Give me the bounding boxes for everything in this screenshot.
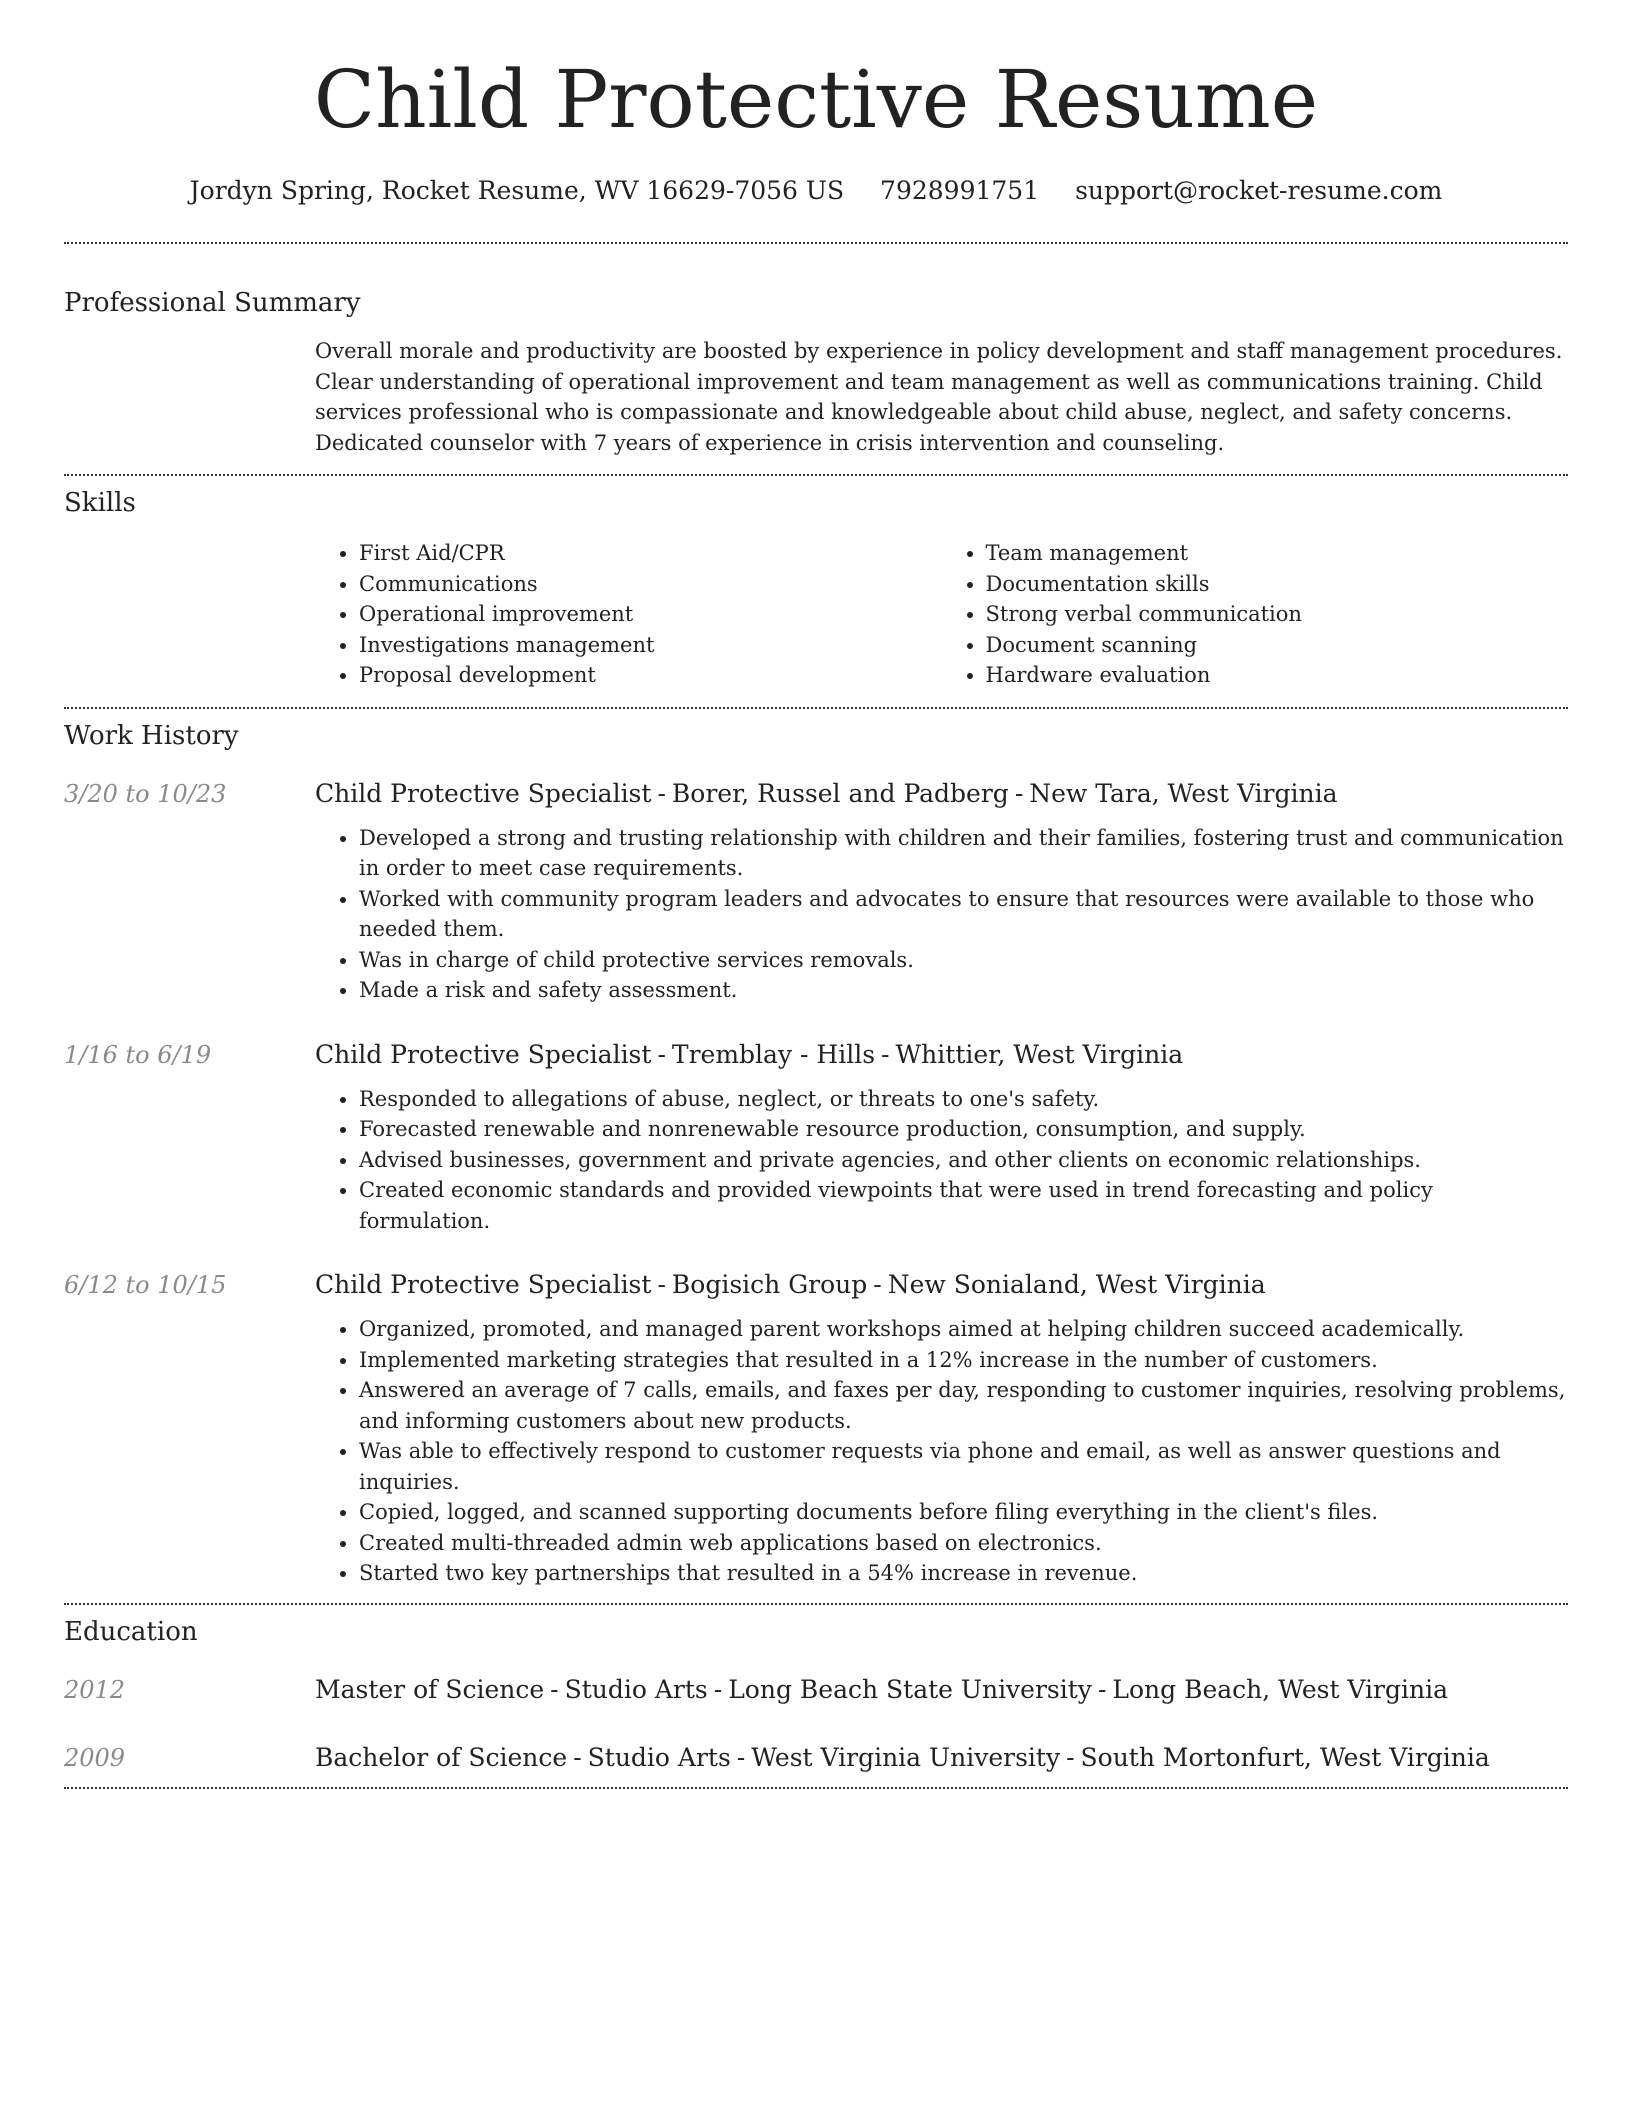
skill-item: • Team management: [986, 538, 1569, 569]
job-bullet: • Made a risk and safety assessment.: [359, 975, 1568, 1006]
section-title-skills: Skills: [64, 488, 136, 518]
job-title: Child Protective Specialist: [315, 1039, 652, 1069]
education-section: [64, 1615, 1568, 1775]
contact-line: [64, 174, 1568, 208]
separator: -: [1014, 778, 1024, 808]
education-degree: Master of Science: [315, 1674, 545, 1704]
resume-title: Child Protective Resume: [313, 53, 1319, 146]
job-company: Tremblay - Hills: [671, 1039, 876, 1069]
job-dates: 3/20 to 10/23: [64, 779, 227, 808]
section-divider: [64, 242, 1568, 244]
skill-item: • Document scanning: [986, 630, 1569, 661]
job-bullet: • Worked with community program leaders and advocates to ensure that resources were available to those who needed them.: [359, 884, 1568, 945]
job-entry: [64, 1268, 1568, 1589]
education-year: 2009: [64, 1743, 126, 1772]
job-heading: [315, 1038, 1568, 1072]
job-bullet: • Organized, promoted, and managed parent workshops aimed at helping children succeed academically.: [359, 1314, 1568, 1345]
job-body: [315, 1268, 1568, 1589]
job-entry: [64, 777, 1568, 1006]
skill-item: • Documentation skills: [986, 569, 1569, 600]
job-bullet: • Implemented marketing strategies that resulted in a 12% increase in the number of customers.: [359, 1345, 1568, 1376]
job-bullet: • Was in charge of child protective services removals.: [359, 945, 1568, 976]
education-year: 2012: [64, 1675, 126, 1704]
job-bullet: • Copied, logged, and scanned supporting documents before filing everything in the client's files.: [359, 1497, 1568, 1528]
job-bullet: • Created multi-threaded admin web applications based on electronics.: [359, 1528, 1568, 1559]
skill-item: • Proposal development: [359, 660, 942, 691]
education-heading: [315, 1741, 1490, 1775]
skill-item: • Strong verbal communication: [986, 599, 1569, 630]
education-degree: Bachelor of Science: [315, 1742, 568, 1772]
section-divider: [64, 707, 1568, 709]
education-location: South Mortonfurt, West Virginia: [1080, 1742, 1490, 1772]
skill-item: • Hardware evaluation: [986, 660, 1569, 691]
job-bullet: • Developed a strong and trusting relationship with children and their families, fostering trust and communication in order to meet case requirements.: [359, 823, 1568, 884]
job-bullet: • Answered an average of 7 calls, emails, and faxes per day, responding to customer inquiries, resolving problems, and informing customers about new products.: [359, 1375, 1568, 1436]
job-location: New Tara, West Virginia: [1029, 778, 1338, 808]
skills-list-right: [942, 538, 1569, 691]
section-divider: [64, 1787, 1568, 1789]
job-bullet: • Created economic standards and provided viewpoints that were used in trend forecasting and policy formulation.: [359, 1175, 1568, 1236]
job-bullets: [315, 1084, 1568, 1237]
contact-address: Jordyn Spring, Rocket Resume, WV 16629-7056 US: [189, 176, 845, 205]
job-bullet: • Forecasted renewable and nonrenewable resource production, consumption, and supply.: [359, 1114, 1568, 1145]
separator: -: [550, 1674, 559, 1704]
job-title: Child Protective Specialist: [315, 1270, 652, 1299]
job-body: [315, 777, 1568, 1006]
job-location: Whittier, West Virginia: [895, 1039, 1184, 1069]
education-school: Long Beach State University: [728, 1674, 1092, 1704]
skill-item: • Operational improvement: [359, 599, 942, 630]
resume-header: [64, 0, 1568, 208]
separator: -: [1097, 1674, 1107, 1704]
job-bullets: [315, 1314, 1568, 1589]
job-bullet: • Responded to allegations of abuse, neglect, or threats to one's safety.: [359, 1084, 1568, 1115]
separator: -: [1066, 1742, 1075, 1772]
separator: -: [736, 1742, 746, 1772]
section-title-work-history: Work History: [64, 720, 239, 751]
contact-email: support@rocket-resume.com: [1075, 176, 1443, 205]
section-title-education: Education: [64, 1616, 198, 1647]
summary-text: Overall morale and productivity are boosted by experience in policy development and staff management procedures. Clear understanding of operational improvement and team management as well as communications training. Child services professional who is compassionate and knowledgeable about child abuse, neglect, and safety concerns. Dedicated counselor with 7 years of experience in crisis intervention and counseling.: [315, 339, 1563, 455]
job-bullet: • Started two key partnerships that resulted in a 54% increase in revenue.: [359, 1558, 1568, 1589]
education-location: Long Beach, West Virginia: [1112, 1674, 1448, 1704]
job-title: Child Protective Specialist: [315, 778, 652, 808]
separator: -: [873, 1270, 882, 1299]
job-bullet: • Advised businesses, government and private agencies, and other clients on economic relationships.: [359, 1145, 1568, 1176]
education-heading: [315, 1673, 1448, 1707]
job-company: Bogisich Group: [671, 1270, 868, 1299]
contact-phone: 7928991751: [880, 176, 1040, 205]
section-divider: [64, 1603, 1568, 1605]
separator: -: [573, 1742, 582, 1772]
skills-section: [64, 486, 1568, 691]
section-divider: [64, 474, 1568, 476]
education-entry: [64, 1673, 1568, 1707]
skills-list-left: [315, 538, 942, 691]
job-dates: 6/12 to 10/15: [64, 1271, 227, 1299]
job-heading: [315, 777, 1568, 811]
education-entry: [64, 1741, 1568, 1775]
education-field: Studio Arts: [587, 1742, 731, 1772]
professional-summary-section: [64, 286, 1568, 458]
separator: -: [713, 1674, 723, 1704]
skill-item: • Investigations management: [359, 630, 942, 661]
job-body: [315, 1038, 1568, 1237]
section-title-summary: Professional Summary: [64, 288, 361, 318]
skill-item: • First Aid/CPR: [359, 538, 942, 569]
job-location: New Sonialand, West Virginia: [887, 1270, 1266, 1299]
skills-columns: [315, 538, 1568, 691]
job-company: Borer, Russel and Padberg: [671, 778, 1009, 808]
skill-item: • Communications: [359, 569, 942, 600]
separator: -: [657, 1039, 666, 1069]
separator: -: [657, 778, 666, 808]
education-school: West Virginia University: [751, 1742, 1061, 1772]
education-field: Studio Arts: [564, 1674, 708, 1704]
separator: -: [657, 1270, 666, 1299]
job-heading: [315, 1268, 1568, 1302]
work-history-section: [64, 719, 1568, 1589]
job-entry: [64, 1038, 1568, 1237]
job-dates: 1/16 to 6/19: [64, 1040, 212, 1069]
separator: -: [881, 1039, 890, 1069]
job-bullets: [315, 823, 1568, 1006]
job-bullet: • Was able to effectively respond to customer requests via phone and email, as well as answer questions and inquiries.: [359, 1436, 1568, 1497]
